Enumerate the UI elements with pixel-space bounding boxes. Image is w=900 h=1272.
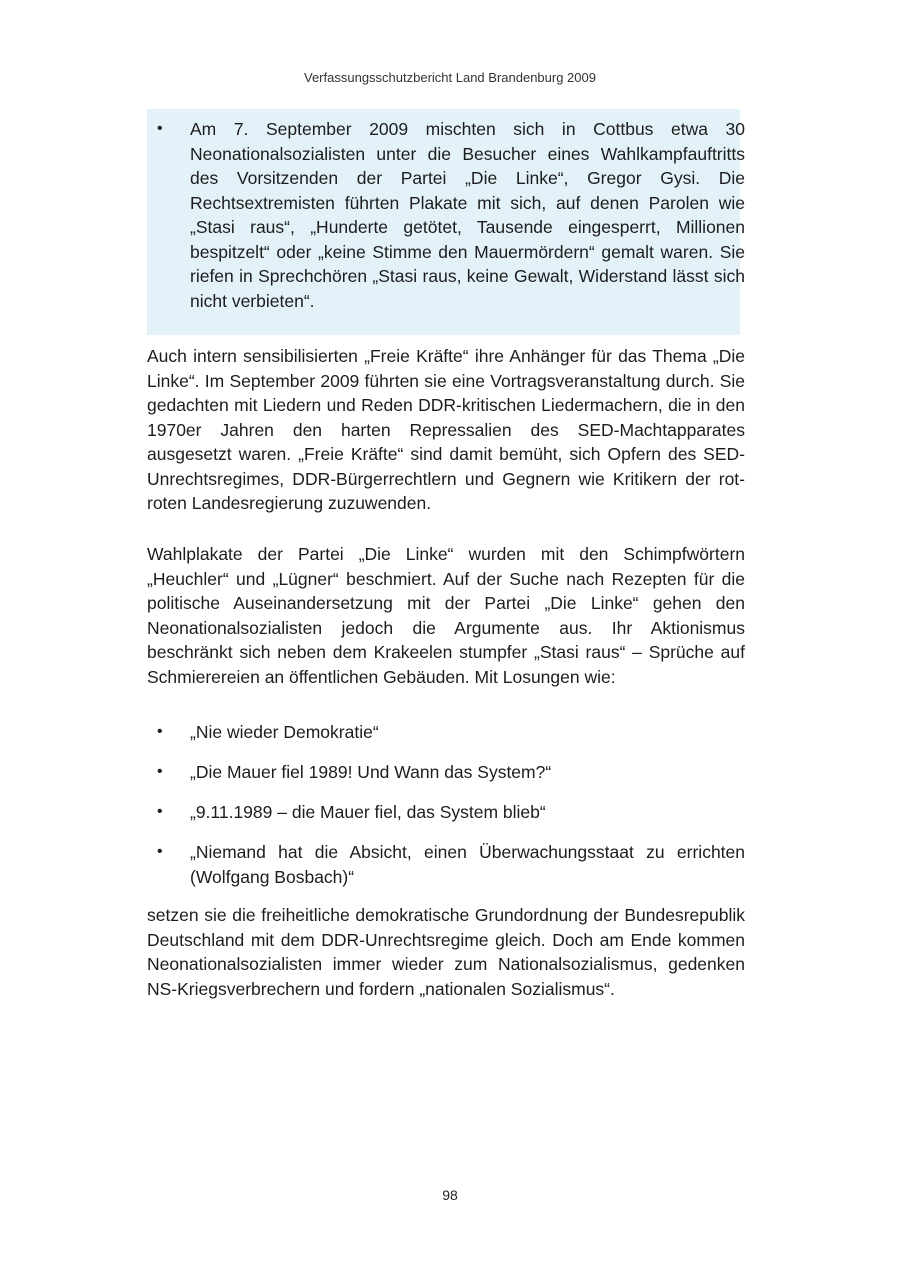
callout-bullet-item [147,117,745,329]
page-header: Verfassungsschutzbericht Land Brandenburg 2009 [304,70,596,85]
callout-text: Am 7. September 2009 mischten sich in Cottbus etwa 30 Neonationalsozialisten unter die Besucher eines Wahlkampfauftritts des Vorsitzenden der Partei „Die Linke“, Gregor Gysi. Die Rechtsextremisten führten Plakate mit sich, auf denen Parolen wie „Stasi raus“, „Hunderte getötet, Tausende eingesperrt, Millionen bespitzelt“ oder „keine Stimme den Mauermördern“ gemalt waren. Sie riefen in Sprechchören „Stasi raus, keine Gewalt, Widerstand lässt sich nicht verbieten“. [190,119,745,311]
paragraph-3: setzen sie die freiheitliche demokratische Grundordnung der Bundesrepublik Deutschland mit dem DDR-Unrechtsregime gleich. Doch am Ende kommen Neonationalsozialisten immer wieder zum Nationalsozialismus, gedenken NS-Kriegsverbrechern und fordern „nationalen Sozialismus“. [147,905,745,999]
paragraph-2: Wahlplakate der Partei „Die Linke“ wurden mit den Schimpfwörtern „Heuchler“ und „Lügner“ beschmiert. Auf der Suche nach Rezepten für die politische Auseinandersetzung mit der Partei „Die Linke“ gehen den Neonationalsozialisten jedoch die Argumente aus. Ihr Aktionismus beschränkt sich neben dem Krakeelen stumpfer „Stasi raus“ – Sprüche auf Schmierereien an öffentlichen Gebäuden. Mit Losungen wie: [147,544,745,687]
bullet-marker: • [157,803,163,820]
slogan-text: „Nie wieder Demokratie“ [190,722,379,742]
paragraph-1: Auch intern sensibilisierten „Freie Kräfte“ ihre Anhänger für das Thema „Die Linke“. Im September 2009 führten sie eine Vortragsveranstaltung durch. Sie gedachten mit Liedern und Reden DDR-kritischen Liedermachern, die in den 1970er Jahren den harten Repressalien des SED-Machtapparates ausgesetzt waren. „Freie Kräfte“ sind damit bemüht, sich Opfern des SED-Unrechtsregimes, DDR-Bürgerrechtlern und Gegnern wie Kritikern der rot-roten Landesregierung zuzuwenden. [147,346,745,513]
bullet-marker: • [157,843,163,860]
bullet-marker: • [157,763,163,780]
slogan-text: „Die Mauer fiel 1989! Und Wann das System?“ [190,762,552,782]
slogan-text: „Niemand hat die Absicht, einen Überwachungsstaat zu errichten (Wolfgang Bosbach)“ [190,842,745,887]
bullet-marker: • [157,723,163,740]
page-number: 98 [442,1187,458,1203]
bullet-marker: • [157,120,163,137]
slogan-text: „9.11.1989 – die Mauer fiel, das System blieb“ [190,802,546,822]
